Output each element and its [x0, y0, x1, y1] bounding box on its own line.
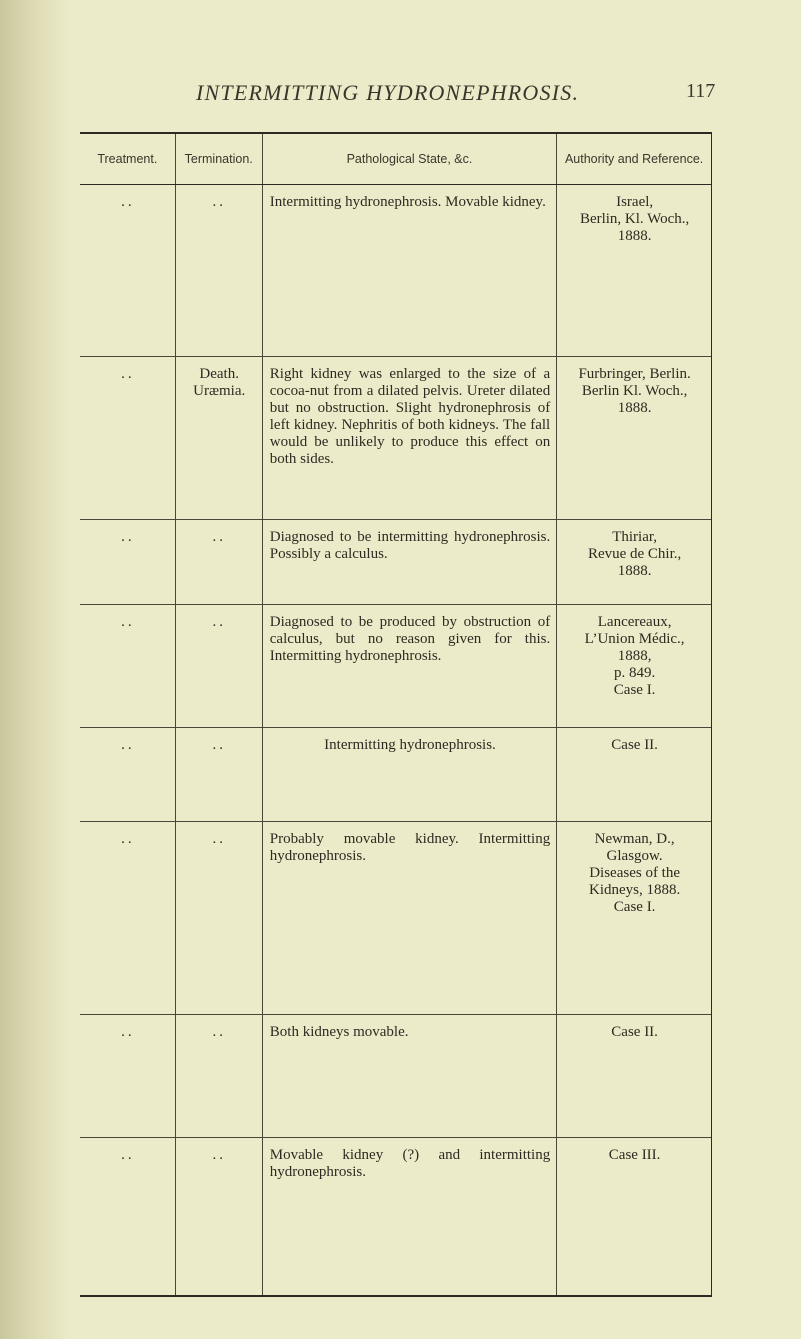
- treatment-cell: ..: [80, 605, 175, 728]
- page-gutter-shadow: [0, 0, 70, 1339]
- authority-cell: Case II.: [557, 1015, 711, 1138]
- termination-cell: ..: [175, 728, 262, 822]
- authority-cell: Israel, Berlin, Kl. Woch., 1888.: [557, 185, 711, 357]
- page-number: 117: [686, 80, 716, 102]
- termination-cell: ..: [175, 185, 262, 357]
- table-row: [80, 728, 711, 822]
- termination-cell: ..: [175, 822, 262, 1015]
- treatment-cell: ..: [80, 1015, 175, 1138]
- termination-cell: ..: [175, 605, 262, 728]
- termination-cell: ..: [175, 1138, 262, 1296]
- pathological-state-cell: Diagnosed to be intermitting hydronephrosis. Possibly a calculus.: [262, 520, 556, 605]
- treatment-cell: ..: [80, 520, 175, 605]
- header-authority: Authority and Reference.: [557, 134, 711, 185]
- table-row: [80, 822, 711, 1015]
- treatment-cell: ..: [80, 357, 175, 520]
- pathological-state-cell: Movable kidney (?) and intermitting hydronephrosis.: [262, 1138, 556, 1296]
- table-header-row: [80, 134, 711, 185]
- table-row: [80, 1138, 711, 1296]
- case-table: [80, 132, 712, 1297]
- pathological-state-cell: Probably movable kidney. Intermitting hydronephrosis.: [262, 822, 556, 1015]
- termination-cell: ..: [175, 1015, 262, 1138]
- table-row: [80, 185, 711, 357]
- pathological-state-cell: Diagnosed to be produced by obstruction of calculus, but no reason given for this. Intermitting hydronephrosis.: [262, 605, 556, 728]
- table-row: [80, 605, 711, 728]
- case-table-grid: [80, 134, 711, 1295]
- pathological-state-cell: Right kidney was enlarged to the size of a cocoa-nut from a dilated pelvis. Ureter dilated but no obstruction. Slight hydronephrosis of left kidney. Nephritis of both kidneys. The fall would be unlikely to produce this effect on both sides.: [262, 357, 556, 520]
- treatment-cell: ..: [80, 728, 175, 822]
- authority-cell: Furbringer, Berlin. Berlin Kl. Woch., 1888.: [557, 357, 711, 520]
- authority-cell: Lancereaux, L’Union Médic., 1888, p. 849. Case I.: [557, 605, 711, 728]
- treatment-cell: ..: [121, 1147, 135, 1163]
- running-head: INTERMITTING HYDRONEPHROSIS.: [196, 80, 580, 105]
- header-pathological-state: Pathological State, &c.: [262, 134, 556, 185]
- authority-cell: Case III.: [557, 1138, 711, 1296]
- treatment-cell: ..: [80, 185, 175, 357]
- authority-cell: Thiriar, Revue de Chir., 1888.: [557, 520, 711, 605]
- pathological-state-cell: Intermitting hydronephrosis.: [262, 728, 556, 822]
- pathological-state-cell: Intermitting hydronephrosis. Movable kidney.: [262, 185, 556, 357]
- table-row: [80, 520, 711, 605]
- termination-cell: Death. Uræmia.: [175, 357, 262, 520]
- header-treatment: Treatment.: [80, 134, 175, 185]
- termination-cell: ..: [175, 520, 262, 605]
- table-row: [80, 1015, 711, 1138]
- pathological-state-cell: Both kidneys movable.: [262, 1015, 556, 1138]
- treatment-cell: ..: [80, 822, 175, 1015]
- header-termination: Termination.: [175, 134, 262, 185]
- authority-cell: Case II.: [557, 728, 711, 822]
- table-row: [80, 357, 711, 520]
- authority-cell: Newman, D., Glasgow. Diseases of the Kidneys, 1888. Case I.: [557, 822, 711, 1015]
